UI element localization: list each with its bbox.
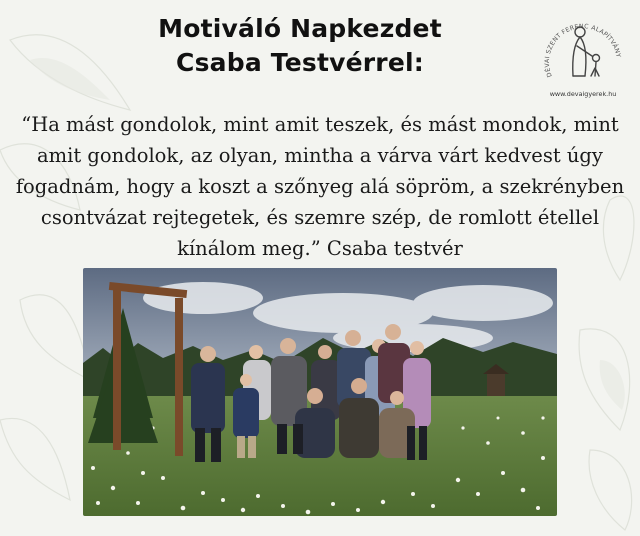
logo-ring-text: DÉVAI SZENT FERENC ALAPÍTVÁNY	[543, 23, 622, 79]
title-line-1: Motiváló Napkezdet	[158, 14, 442, 43]
page-title	[100, 12, 500, 80]
group-photo	[83, 268, 557, 516]
quote-text: “Ha mást gondolok, mint amit teszek, és mást mondok, mint amit gondolok, az olyan, mintha a várva várt kedvest úgy fogadnám, hogy a koszt a szőnyeg alá söpröm, a szekrényben csontvázat rejtegetek, és szemre szép, de romlott étellel kínálom meg.” Csaba testvér	[15, 113, 625, 260]
svg-text:DÉVAI SZENT FERENC ALAPÍTVÁNY	[542, 23, 621, 78]
foundation-logo	[540, 6, 626, 102]
title-line-2: Csaba Testvérrel:	[176, 48, 424, 77]
logo-url-text: www.devaigyerek.hu	[549, 90, 617, 98]
